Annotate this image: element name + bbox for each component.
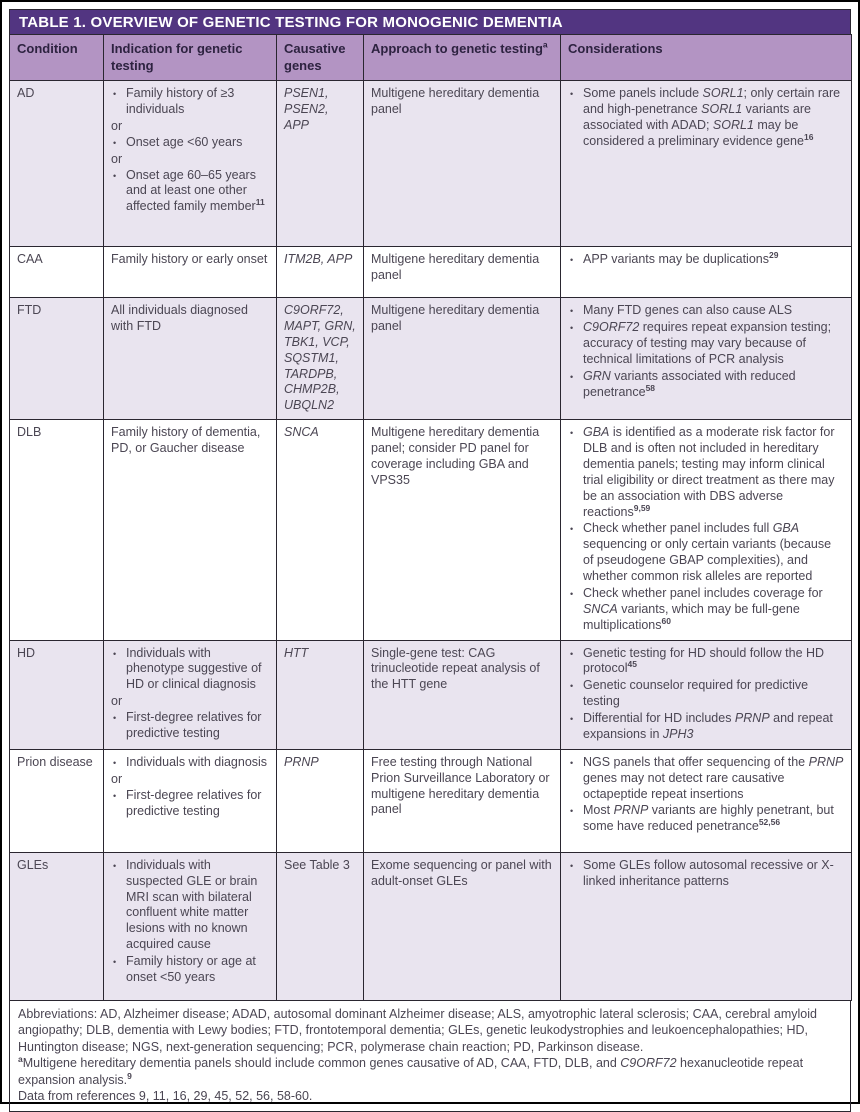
list-item: Onset age <60 years <box>126 134 243 149</box>
list-item: Individuals with suspected GLE or brain MRI scan with bilateral confluent white matter lesions with no known acquired cause <box>126 857 258 952</box>
list-item: Check whether panel includes full GBA sequencing or only certain variants (because of pseudogene GBAP complexities), and whether common risk alleles are reported <box>583 521 832 583</box>
bullet-icon: • <box>113 170 117 181</box>
list-item: Genetic testing for HD should follow the HD protocol$^{45}$ <box>583 645 825 676</box>
table-row <box>10 420 852 640</box>
considerations-cell <box>561 640 852 749</box>
causative-genes-cell: C9ORF72, MAPT, GRN, TBK1, VCP, SQSTM1, TARDPB, CHMP2B, UBQLN2 <box>277 298 364 420</box>
condition-cell: Prion disease <box>10 749 104 852</box>
indication-cell <box>104 247 277 298</box>
indication-cell <box>104 640 277 749</box>
list-connector: or <box>111 694 123 709</box>
column-header: Causative genes <box>277 35 364 81</box>
indication-cell <box>104 81 277 247</box>
bullet-icon: • <box>570 371 574 382</box>
condition-cell: DLB <box>10 420 104 640</box>
table-row <box>10 298 852 420</box>
bullet-icon: • <box>113 137 117 148</box>
approach-cell: Multigene hereditary dementia panel; consider PD panel for coverage including GBA and VPS35 <box>364 420 561 640</box>
bullet-icon: • <box>570 255 574 265</box>
bullet-icon: • <box>570 681 574 692</box>
list-item: Family history of ≥3 individuals <box>126 86 235 116</box>
list-item: First-degree relatives for predictive testing <box>126 787 262 818</box>
column-header: Condition <box>10 35 104 81</box>
list-item: Individuals with diagnosis <box>126 754 268 769</box>
considerations-cell <box>561 852 852 1000</box>
condition-cell: CAA <box>10 247 104 298</box>
list-connector: or <box>111 118 123 133</box>
indication-cell <box>104 420 277 640</box>
list-connector: or <box>111 771 123 786</box>
table-title-bar <box>9 9 851 34</box>
indication-cell <box>104 749 277 852</box>
table-footnotes <box>9 1001 851 1112</box>
approach-cell: Single-gene test: CAG trinucleotide repeat analysis of the HTT gene <box>364 640 561 749</box>
list-item: Most PRNP variants are highly penetrant, but some have reduced penetrance$^{52,56}$ <box>583 803 834 834</box>
table-row <box>10 247 852 298</box>
considerations-cell <box>561 420 852 640</box>
column-header: Indication for genetic testing <box>104 35 277 81</box>
list-item: GBA is identified as a moderate risk factor for DLB and is often not included in hereditary dementia panels; testing may inform clinical trial eligibility or direct treatment as there may be an association with DBS adverse reactions$^{9,59}$ <box>583 425 835 519</box>
list-item: C9ORF72 requires repeat expansion testing; accuracy of testing may vary because of technical limitations of PCR analysis <box>583 320 832 366</box>
causative-genes-cell: ITM2B, APP <box>277 247 364 298</box>
bullet-icon: • <box>570 648 574 659</box>
bullet-icon: • <box>570 806 574 817</box>
list-item: Some GLEs follow autosomal recessive or X-linked inheritance patterns <box>583 857 834 888</box>
condition-cell: FTD <box>10 298 104 420</box>
table-row <box>10 749 852 852</box>
considerations-cell <box>561 749 852 852</box>
list-item: Onset age 60–65 years and at least one other affected family member$^{11}$ <box>126 167 265 214</box>
footnote-a: $^a$Multigene hereditary dementia panels should include common genes causative of AD, CAA, FTD, DLB, and C9ORF72 hexanucleotide repeat expansion analysis.$^9$ <box>18 1054 804 1087</box>
table-title: TABLE 1. OVERVIEW OF GENETIC TESTING FOR MONOGENIC DEMENTIA <box>19 14 563 31</box>
approach-cell: Exome sequencing or panel with adult-onset GLEs <box>364 852 561 1000</box>
bullet-icon: • <box>570 428 574 439</box>
list-item: Genetic counselor required for predictive testing <box>583 678 809 709</box>
column-header: Considerations <box>561 35 852 81</box>
bullet-icon: • <box>113 860 117 871</box>
approach-cell: Free testing through National Prion Surveillance Laboratory or multigene hereditary dementia panel <box>364 749 561 852</box>
approach-cell: Multigene hereditary dementia panel <box>364 298 561 420</box>
condition-cell: GLEs <box>10 852 104 1000</box>
causative-genes-cell: HTT <box>277 640 364 749</box>
considerations-cell <box>561 81 852 247</box>
considerations-cell <box>561 298 852 420</box>
table-row <box>10 640 852 749</box>
list-item: Some panels include SORL1; only certain rare and high-penetrance SORL1 variants are associated with ADAD; SORL1 may be considered a preliminary evidence gene$^{16}$ <box>583 86 841 148</box>
bullet-icon: • <box>113 713 117 723</box>
approach-cell: Multigene hereditary dementia panel <box>364 81 561 247</box>
list-item: Check whether panel includes coverage for SNCA variants, which may be full-gene multiplications$^{60}$ <box>583 585 823 632</box>
bullet-icon: • <box>570 524 574 535</box>
bullet-icon: • <box>570 306 574 316</box>
bullet-icon: • <box>570 714 574 724</box>
bullet-icon: • <box>570 757 574 768</box>
bullet-icon: • <box>570 588 574 599</box>
causative-genes-cell: See Table 3 <box>277 852 364 1000</box>
genetic-testing-table <box>9 34 852 1001</box>
list-item: Individuals with phenotype suggestive of HD or clinical diagnosis <box>126 645 262 692</box>
causative-genes-cell: PSEN1, PSEN2, APP <box>277 81 364 247</box>
list-item: Many FTD genes can also cause ALS <box>583 303 793 317</box>
abbreviations-note: Abbreviations: AD, Alzheimer disease; ADAD, autosomal dominant Alzheimer disease; ALS, amyotrophic lateral sclerosis; CAA, cerebral amyloid angiopathy; DLB, dementia with Lewy bodies; FTD, frontotemporal dementia; GLEs, genetic leukodystrophies and leukoencephalopathies; HD, Huntington disease; NGS, next-generation sequencing; PCR, polymerase chain reaction; PD, Parkinson disease. <box>18 1006 817 1054</box>
bullet-icon: • <box>113 957 117 967</box>
bullet-icon: • <box>113 757 117 768</box>
bullet-icon: • <box>113 790 117 801</box>
bullet-icon: • <box>113 648 117 659</box>
header-row <box>10 35 852 81</box>
bullet-icon: • <box>570 89 574 99</box>
list-item: Differential for HD includes PRNP and repeat expansions in JPH3 <box>583 711 833 741</box>
list-item: First-degree relatives for predictive testing <box>126 710 262 740</box>
indication-cell <box>104 852 277 1000</box>
list-connector: Family history or early onset <box>111 252 268 266</box>
condition-cell: HD <box>10 640 104 749</box>
indication-cell <box>104 298 277 420</box>
list-item: NGS panels that offer sequencing of the PRNP genes may not detect rare causative octapeptide repeat insertions <box>583 754 844 801</box>
list-item: GRN variants associated with reduced penetrance$^{58}$ <box>583 368 796 399</box>
data-source-note: Data from references 9, 11, 16, 29, 45, 52, 56, 58-60. <box>18 1089 313 1104</box>
list-item: APP variants may be duplications$^{29}$ <box>583 249 779 266</box>
bullet-icon: • <box>113 89 117 99</box>
table-body <box>10 81 852 1001</box>
bullet-icon: • <box>570 860 574 871</box>
condition-cell: AD <box>10 81 104 247</box>
approach-cell: Multigene hereditary dementia panel <box>364 247 561 298</box>
considerations-cell <box>561 247 852 298</box>
causative-genes-cell: SNCA <box>277 420 364 640</box>
table-row <box>10 852 852 1000</box>
column-header: Approach to genetic testing$^a$ <box>364 35 561 81</box>
causative-genes-cell: PRNP <box>277 749 364 852</box>
list-item: Family history or age at onset <50 years <box>126 954 256 984</box>
list-connector: Family history of dementia, PD, or Gaucher disease <box>111 425 261 455</box>
table-row <box>10 81 852 247</box>
list-connector: or <box>111 151 123 166</box>
bullet-icon: • <box>570 323 574 333</box>
list-connector: All individuals diagnosed with FTD <box>111 303 248 333</box>
